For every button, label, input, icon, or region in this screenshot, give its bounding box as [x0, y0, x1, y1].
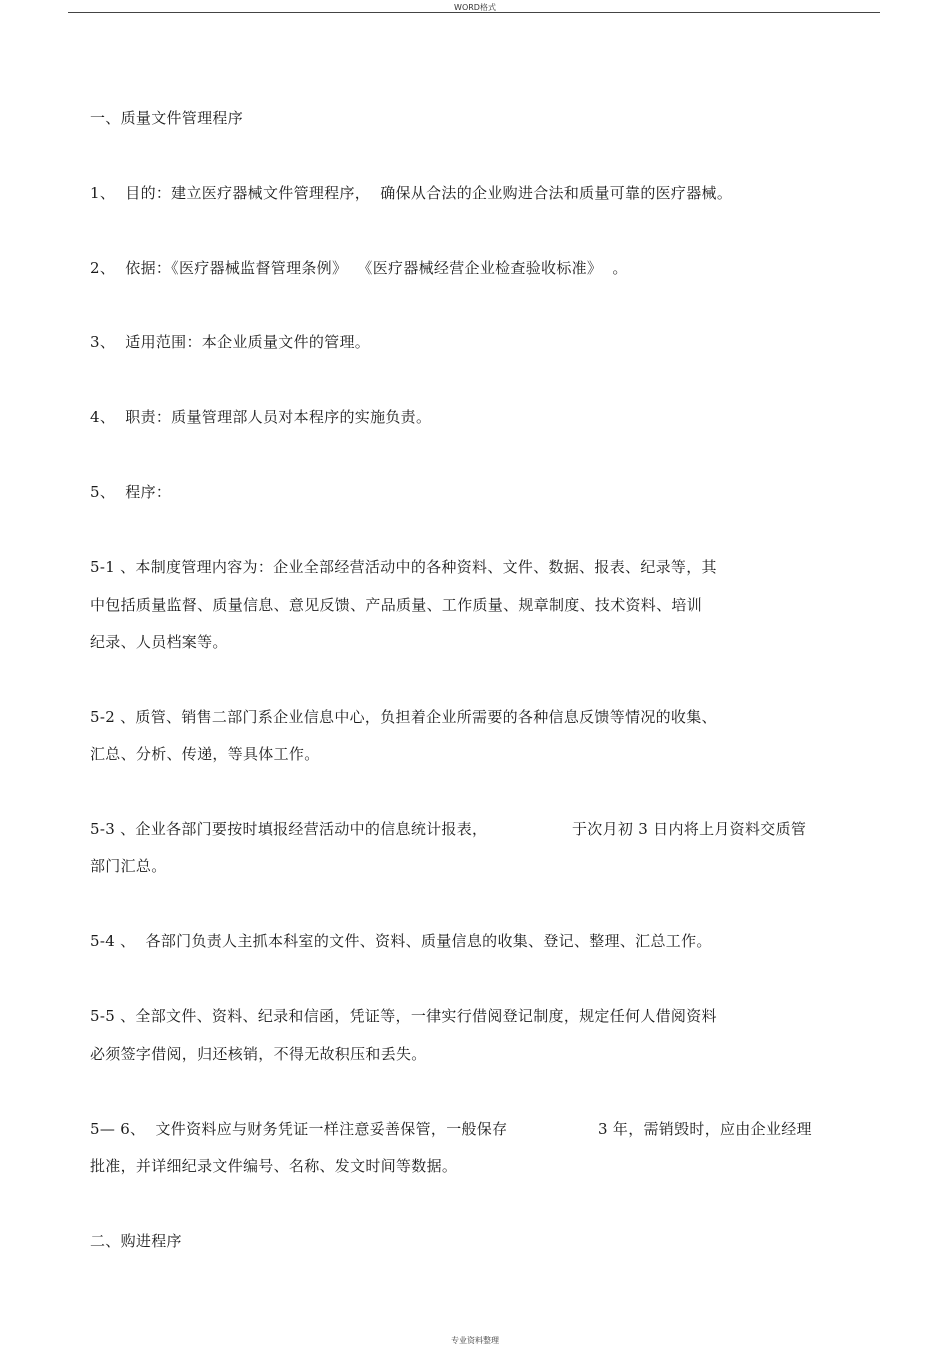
header-divider	[68, 12, 880, 13]
page-footer: 专业资料整理	[451, 1336, 499, 1345]
paragraph-5-1-line-2: 中包括质量监督、质量信息、意见反馈、产品质量、工作质量、规章制度、技术资料、培训	[90, 596, 703, 614]
paragraph-5-1-line-1: 5-1 、本制度管理内容为：企业全部经营活动中的各种资料、文件、数据、报表、纪录等，其	[90, 558, 717, 576]
paragraph-purpose: 1、 目的：建立医疗器械文件管理程序， 确保从合法的企业购进合法和质量可靠的医疗器械。	[90, 184, 733, 202]
paragraph-procedure: 5、 程序：	[90, 483, 172, 501]
paragraph-5-3-line-1a: 5-3 、企业各部门要按时填报经营活动中的信息统计报表，	[90, 820, 488, 838]
page-header: WORD格式	[454, 3, 496, 12]
section-title-2: 二、购进程序	[90, 1232, 182, 1250]
paragraph-5-6-line-1b: 3 年，需销毁时，应由企业经理	[598, 1120, 812, 1138]
paragraph-5-4: 5-4 、 各部门负责人主抓本科室的文件、资料、质量信息的收集、登记、整理、汇总工作。	[90, 932, 712, 950]
paragraph-5-6-line-1a: 5— 6、 文件资料应与财务凭证一样注意妥善保管，一般保存	[90, 1120, 508, 1138]
paragraph-5-3-line-2: 部门汇总。	[90, 857, 167, 875]
paragraph-5-1-line-3: 纪录、人员档案等。	[90, 633, 228, 651]
paragraph-5-6-line-2: 批准，并详细纪录文件编号、名称、发文时间等数据。	[90, 1157, 458, 1175]
paragraph-responsibility: 4、 职责：质量管理部人员对本程序的实施负责。	[90, 408, 432, 426]
paragraph-5-5-line-1: 5-5 、全部文件、资料、纪录和信函，凭证等，一律实行借阅登记制度，规定任何人借阅资料	[90, 1007, 717, 1025]
paragraph-5-2-line-1: 5-2 、质管、销售二部门系企业信息中心，负担着企业所需要的各种信息反馈等情况的收集、	[90, 708, 717, 726]
paragraph-basis: 2、 依据：《医疗器械监督管理条例》 《医疗器械经营企业检查验收标准》 。	[90, 259, 628, 277]
paragraph-5-2-line-2: 汇总、分析、传递，等具体工作。	[90, 745, 320, 763]
paragraph-scope: 3、 适用范围：本企业质量文件的管理。	[90, 333, 371, 351]
paragraph-5-3-line-1b: 于次月初 3 日内将上月资料交质管	[572, 820, 807, 838]
section-title-1: 一、质量文件管理程序	[90, 109, 244, 127]
paragraph-5-5-line-2: 必须签字借阅，归还核销，不得无故积压和丢失。	[90, 1045, 427, 1063]
